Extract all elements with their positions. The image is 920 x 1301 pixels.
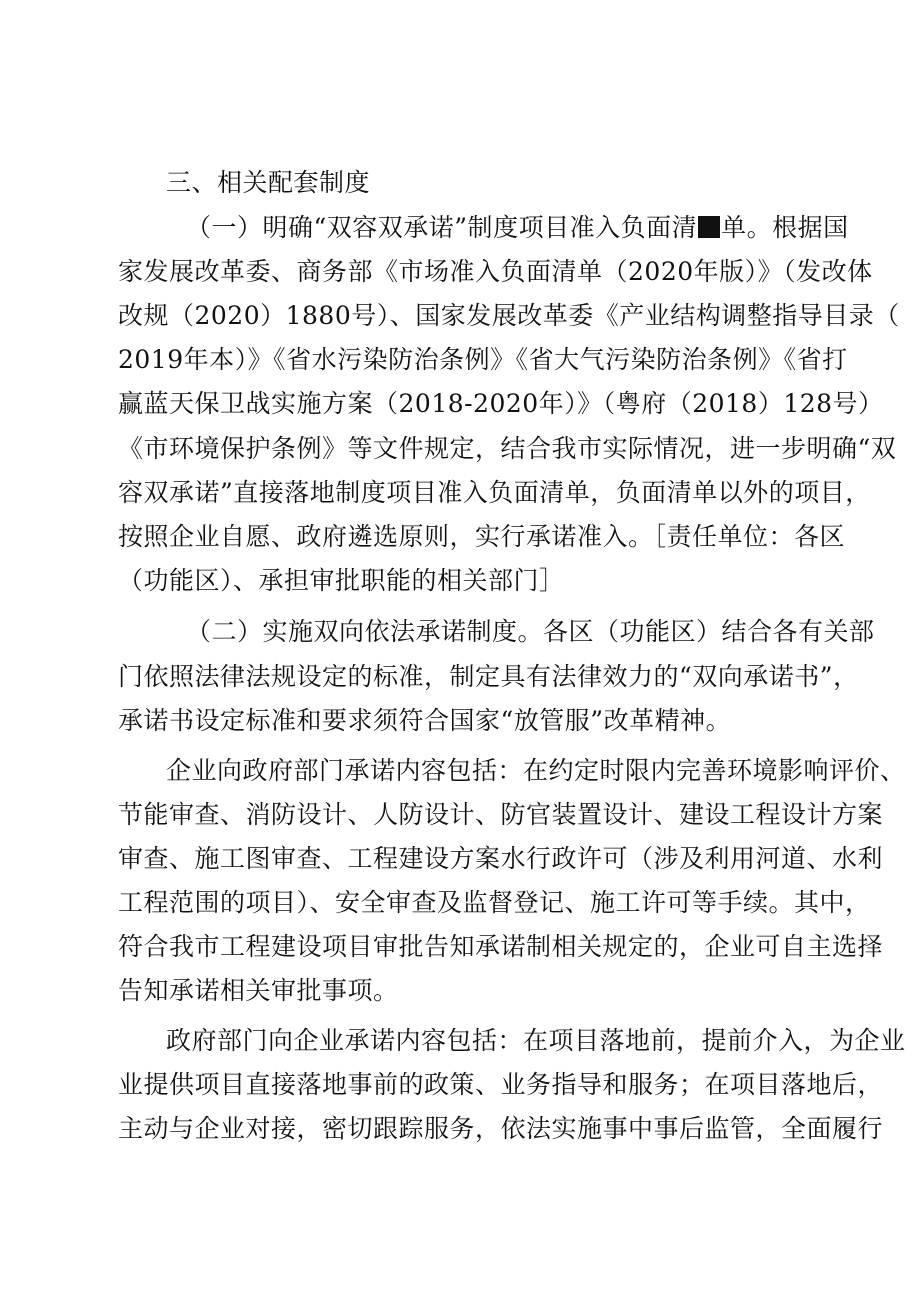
paragraph-line: 容双承诺”直接落地制度项目准入负面清单，负面清单以外的项目， (118, 478, 871, 507)
paragraph-line (186, 211, 886, 245)
paragraph-line: 《市环境保护条例》等文件规定，结合我市实际情况，进一步明确“双 (118, 434, 897, 463)
paragraph-line: （功能区）、承担审批职能的相关部门］ (118, 566, 565, 595)
paragraph-line: 按照企业自愿、政府遴选原则，实行承诺准入。［责任单位：各区 (118, 522, 846, 551)
paragraph-line: 门依照法律法规设定的标准，制定具有法律效力的“双向承诺书”， (118, 662, 859, 691)
paragraph-line: 政府部门向企业承诺内容包括：在项目落地前，提前介入，为企业 (166, 1026, 906, 1055)
paragraph-line: 审查、施工图审查、工程建设方案水行政许可（涉及利用河道、水利 (118, 844, 884, 873)
paragraph-line: （二）实施双向依法承诺制度。各区（功能区）结合各有关部 (186, 617, 875, 646)
paragraph-line: 改规（2020）1880号）、国家发展改革委《产业结构调整指导目录（ (118, 301, 900, 330)
paragraph-line: 承诺书设定标准和要求须符合国家“放管服”改革精神。 (118, 706, 732, 735)
line-text: （一）明确“双容双承诺”制度项目准入负面清 (186, 213, 698, 242)
paragraph-line: 企业向政府部门承诺内容包括：在约定时限内完善环境影响评价、 (166, 756, 906, 785)
paragraph-line: 节能审查、消防设计、人防设计、防官装置设计、建设工程设计方案 (118, 800, 884, 829)
paragraph-line: 符合我市工程建设项目审批告知承诺制相关规定的，企业可自主选择 (118, 932, 884, 961)
paragraph-line: 告知承诺相关审批事项。 (118, 976, 399, 1005)
paragraph-line: 工程范围的项目）、安全审查及监督登记、施工许可等手续。其中， (118, 888, 871, 917)
paragraph-line: 业提供项目直接落地事前的政策、业务指导和服务；在项目落地后， (118, 1070, 884, 1099)
paragraph-line: 2019年本）》《省水污染防治条例》《省大气污染防治条例》《省打 (118, 345, 848, 374)
redaction-mark (698, 216, 720, 238)
paragraph-line: 家发展改革委、商务部《市场准入负面清单（2020年版）》（发改体 (118, 257, 873, 286)
paragraph-line: 赢蓝天保卫战实施方案（2018-2020年）》（粤府（2018）128号） (118, 389, 884, 418)
section-heading: 三、相关配套制度 (166, 168, 371, 197)
paragraph-line: 主动与企业对接，密切跟踪服务，依法实施事中事后监管，全面履行 (118, 1114, 884, 1143)
line-text: 单。根据国 (721, 213, 849, 242)
